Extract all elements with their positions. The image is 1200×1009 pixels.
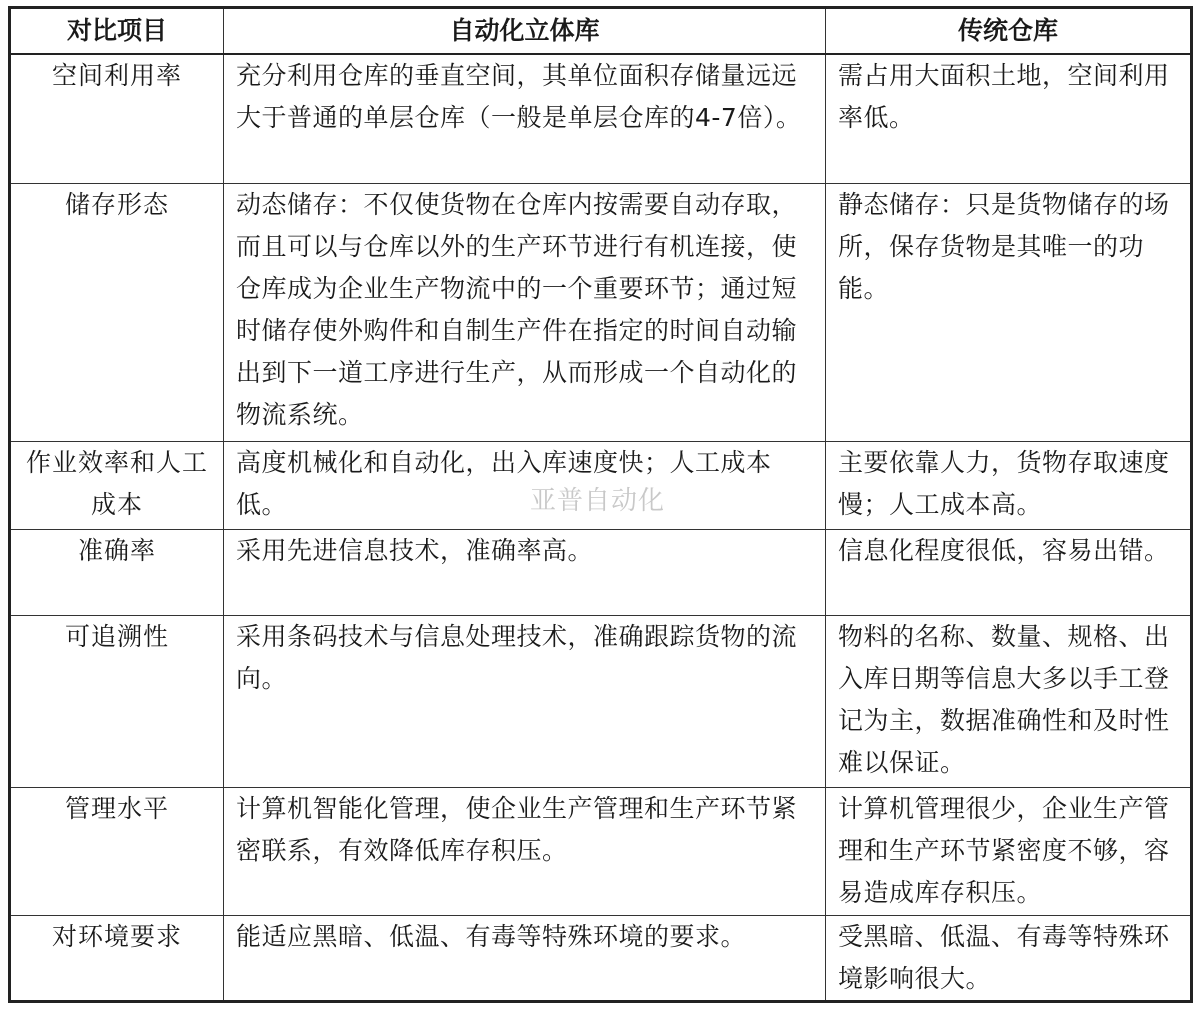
row-automated: 采用先进信息技术，准确率高。: [224, 530, 826, 616]
document-page: [8, 6, 1190, 1000]
row-automated: 采用条码技术与信息处理技术，准确跟踪货物的流向。: [224, 616, 826, 788]
row-item: 作业效率和人工成本: [10, 442, 224, 530]
row-item: 储存形态: [10, 184, 224, 442]
row-item: 可追溯性: [10, 616, 224, 788]
comparison-table: [8, 6, 1193, 1003]
row-automated: 能适应黑暗、低温、有毒等特殊环境的要求。: [224, 916, 826, 1002]
row-traditional: 计算机管理很少，企业生产管理和生产环节紧密度不够，容易造成库存积压。: [826, 788, 1192, 916]
row-traditional: 信息化程度很低，容易出错。: [826, 530, 1192, 616]
table-row: [10, 442, 1192, 530]
row-traditional: 需占用大面积土地，空间利用率低。: [826, 54, 1192, 184]
row-traditional: 主要依靠人力，货物存取速度慢；人工成本高。: [826, 442, 1192, 530]
row-item: 空间利用率: [10, 54, 224, 184]
row-traditional: 受黑暗、低温、有毒等特殊环境影响很大。: [826, 916, 1192, 1002]
header-automated-warehouse: 自动化立体库: [224, 8, 826, 54]
row-traditional: 静态储存：只是货物储存的场所，保存货物是其唯一的功能。: [826, 184, 1192, 442]
table-row: [10, 54, 1192, 184]
row-traditional: 物料的名称、数量、规格、出入库日期等信息大多以手工登记为主，数据准确性和及时性难以保证。: [826, 616, 1192, 788]
row-item: 准确率: [10, 530, 224, 616]
table-header-row: [10, 8, 1192, 54]
row-automated: 充分利用仓库的垂直空间，其单位面积存储量远远大于普通的单层仓库（一般是单层仓库的4-7倍）。: [224, 54, 826, 184]
table-row: [10, 184, 1192, 442]
row-item: 对环境要求: [10, 916, 224, 1002]
table-row: [10, 788, 1192, 916]
table-row: [10, 616, 1192, 788]
row-automated: 高度机械化和自动化，出入库速度快；人工成本低。: [224, 442, 826, 530]
header-item: 对比项目: [10, 8, 224, 54]
watermark-text: 亚普自动化: [530, 486, 666, 516]
table-row: [10, 916, 1192, 1002]
row-item: 管理水平: [10, 788, 224, 916]
table-row: [10, 530, 1192, 616]
row-automated: 动态储存：不仅使货物在仓库内按需要自动存取，而且可以与仓库以外的生产环节进行有机连接，使仓库成为企业生产物流中的一个重要环节；通过短时储存使外购件和自制生产件在指定的时间自动输出到下一道工序进行生产，从而形成一个自动化的物流系统。: [224, 184, 826, 442]
header-traditional-warehouse: 传统仓库: [826, 8, 1192, 54]
row-automated: 计算机智能化管理，使企业生产管理和生产环节紧密联系，有效降低库存积压。: [224, 788, 826, 916]
